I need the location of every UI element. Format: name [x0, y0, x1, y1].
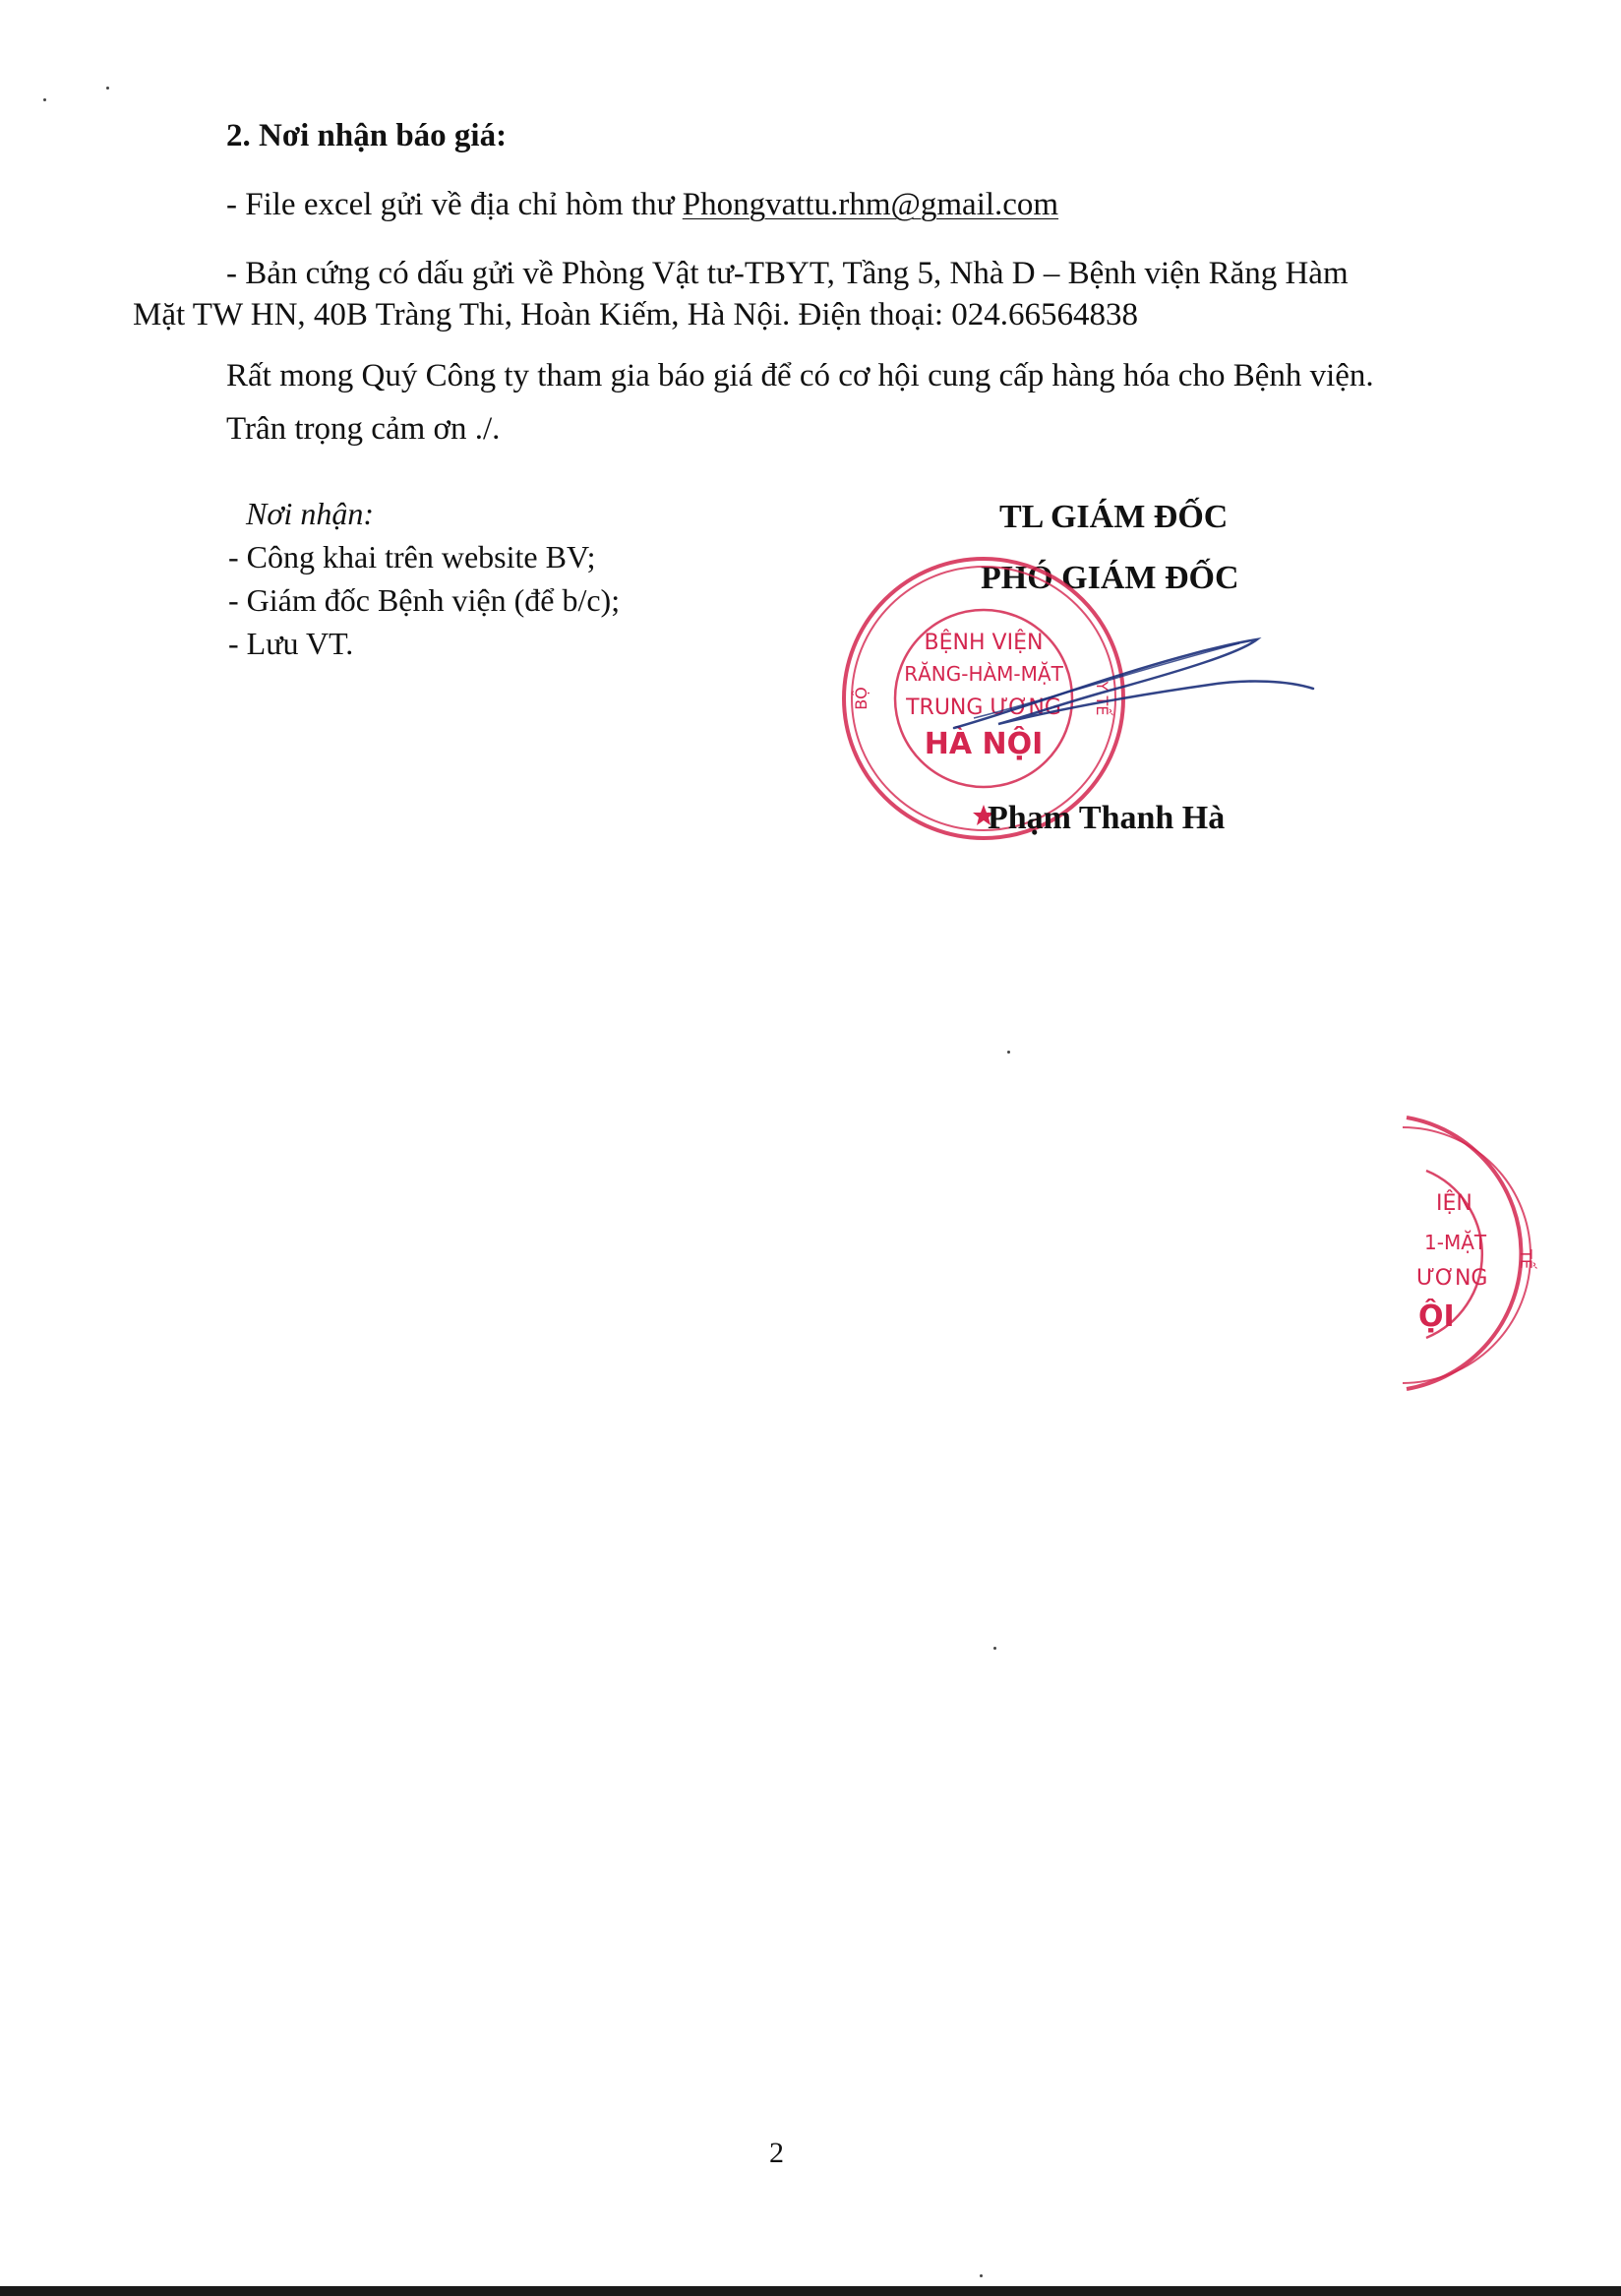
recipient-item: - Lưu VT. [228, 626, 354, 661]
recipients-title: Nơi nhận: [246, 496, 374, 531]
scan-speck [1007, 1051, 1010, 1054]
hardcopy-instruction-line2: Mặt TW HN, 40B Tràng Thi, Hoàn Kiếm, Hà Nội. Điện thoại: 024.66564838 [133, 297, 1139, 332]
signature-title-2: PHÓ GIÁM ĐỐC [981, 560, 1239, 596]
excel-instruction-text: - File excel gửi về địa chỉ hòm thư [226, 187, 683, 222]
thanks-text: Trân trọng cảm ơn ./. [226, 411, 501, 447]
scan-speck [980, 2274, 983, 2277]
recipient-item: - Công khai trên website BV; [228, 539, 596, 574]
partial-stamp-ring: TẾ [1517, 1249, 1535, 1269]
section-heading: 2. Nơi nhận báo giá: [226, 118, 508, 153]
partial-stamp-line-1: IỆN [1436, 1191, 1472, 1216]
scan-speck [993, 1647, 996, 1650]
scan-speck [106, 87, 109, 90]
stamp-ring-right: Y TẾ [1093, 681, 1111, 716]
stamp-line-3: TRUNG ƯƠNG [906, 695, 1061, 720]
partial-stamp-line-4: ỘI [1418, 1299, 1455, 1334]
stamp-line-2: RĂNG-HÀM-MẶT [904, 662, 1063, 686]
page-number: 2 [769, 2137, 784, 2169]
stamp-line-1: BỆNH VIỆN [924, 631, 1044, 655]
excel-instruction [226, 185, 1058, 224]
scan-edge [0, 2286, 1621, 2296]
partial-stamp-line-3: ƯƠNG [1416, 1266, 1488, 1291]
handwritten-signature [944, 620, 1338, 748]
signer-name: Phạm Thanh Hà [988, 800, 1226, 836]
scan-speck [43, 98, 46, 101]
partial-stamp [1397, 1112, 1554, 1407]
recipient-item: - Giám đốc Bệnh viện (để b/c); [228, 582, 621, 618]
partial-stamp-line-2: 1-MẶT [1424, 1231, 1487, 1254]
recipients-block [228, 492, 620, 665]
stamp-line-4: HÀ NỘI [924, 727, 1044, 761]
stamp-ring-left: BỘ [852, 687, 871, 710]
email-link[interactable]: Phongvattu.rhm@gmail.com [682, 187, 1059, 222]
signature-title-1: TL GIÁM ĐỐC [999, 499, 1229, 535]
hardcopy-instruction-line1: - Bản cứng có dấu gửi về Phòng Vật tư-TBYT, Tầng 5, Nhà D – Bệnh viện Răng Hàm [226, 256, 1349, 291]
invitation-text: Rất mong Quý Công ty tham gia báo giá để có cơ hội cung cấp hàng hóa cho Bệnh viện. [226, 358, 1374, 393]
